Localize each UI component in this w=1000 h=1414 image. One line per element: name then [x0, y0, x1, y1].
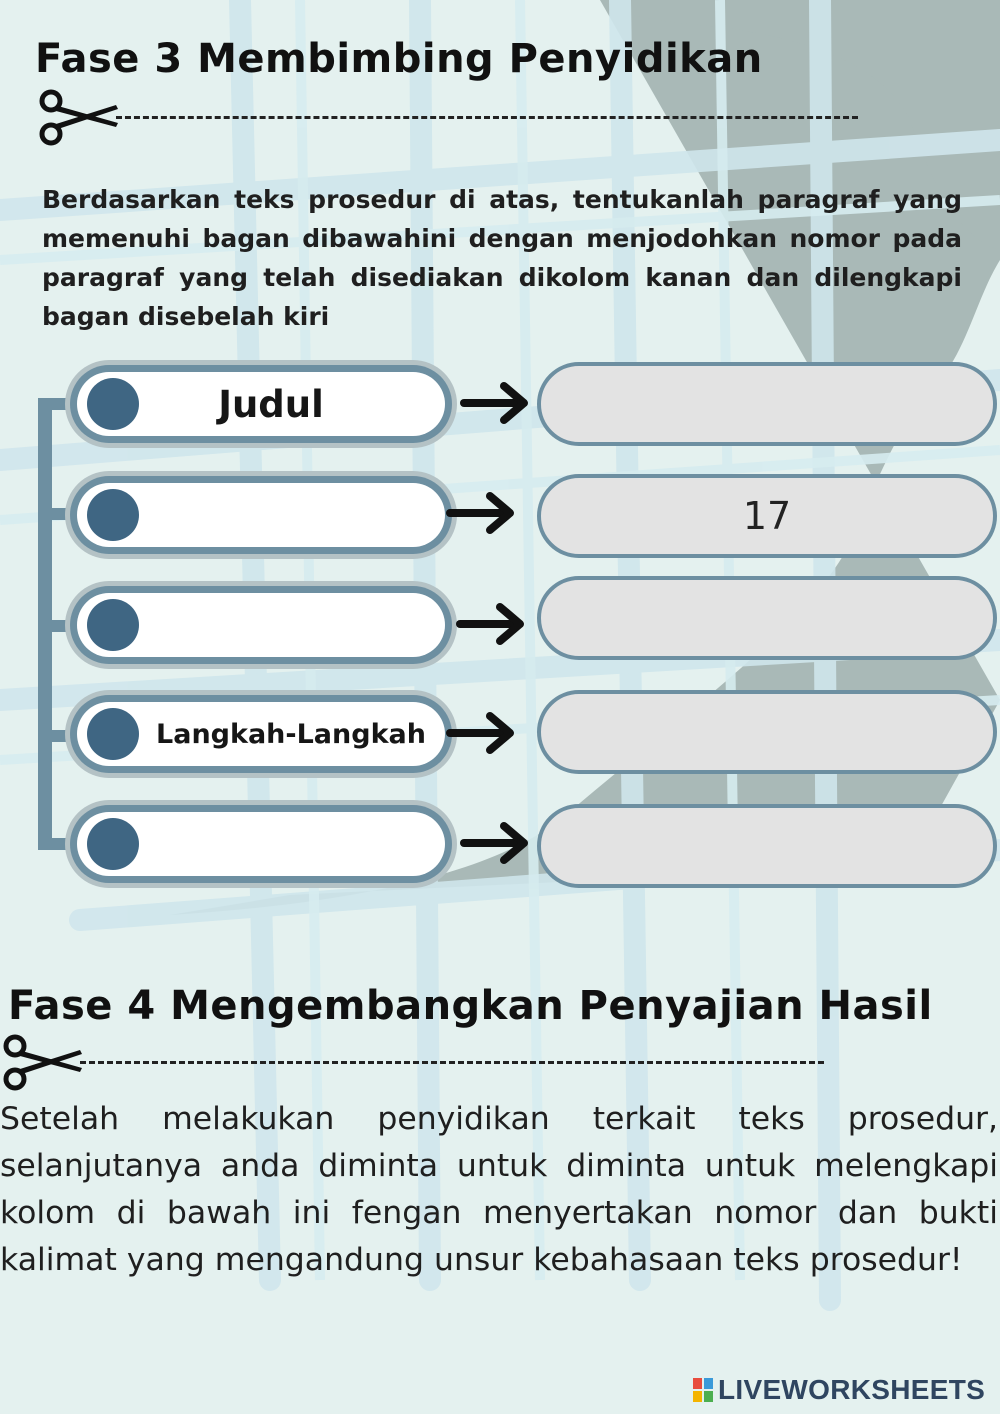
bullet-dot: [87, 489, 139, 541]
arrow-right-icon: [460, 380, 532, 426]
item-label: Judul: [218, 382, 324, 426]
scissors-icon: [38, 87, 118, 147]
bullet-dot: [87, 708, 139, 760]
fase3-instruction: Berdasarkan teks prosedur di atas, tentukanlah paragraf yang memenuhi bagan dibawahini dengan menjodohkan nomor pada paragraf yang telah disediakan dikolom kanan dan dilengkapi bagan disebelah kiri: [42, 185, 962, 331]
arrow-right-icon: [446, 490, 518, 536]
arrow-right-icon: [460, 820, 532, 866]
answer-box-3[interactable]: [537, 576, 997, 660]
answer-box-1[interactable]: [537, 362, 997, 446]
cut-line: [2, 1037, 824, 1087]
item-input[interactable]: [147, 593, 435, 657]
cut-line: [38, 92, 858, 142]
chart-item-5: [65, 800, 457, 888]
fase4-title: Fase 4 Mengembangkan Penyajian Hasil: [8, 983, 933, 1029]
chart-item-2: [65, 471, 457, 559]
chart-item-1: [65, 360, 457, 448]
arrow-right-icon: [456, 601, 528, 647]
fase3-title: Fase 3 Membimbing Penyidikan: [35, 36, 763, 82]
answer-box-2[interactable]: 17: [537, 474, 997, 558]
logo-text: LIVEWORKSHEETS: [718, 1374, 986, 1405]
answer-box-5[interactable]: [537, 804, 997, 888]
liveworksheets-logo-icon: [692, 1377, 714, 1403]
bullet-dot: [87, 599, 139, 651]
answer-box-4[interactable]: [537, 690, 997, 774]
chart-item-4: [65, 690, 457, 778]
scissors-icon: [2, 1032, 82, 1092]
chart-item-3: [65, 581, 457, 669]
item-label: Langkah-Langkah: [156, 718, 426, 750]
dashed-line: [80, 1061, 824, 1064]
arrow-right-icon: [446, 710, 518, 756]
item-input[interactable]: [147, 483, 435, 547]
item-input[interactable]: [147, 812, 435, 876]
bullet-dot: [87, 378, 139, 430]
fase4-instruction: Setelah melakukan penyidikan terkait teks prosedur, selanjutanya anda diminta untuk diminta untuk melengkapi kolom di bawah ini fengan menyertakan nomor dan bukti kalimat yang mengandung unsur kebahasaan teks prosedur!: [0, 1101, 998, 1278]
dashed-line: [116, 116, 858, 119]
liveworksheets-logo[interactable]: [692, 1374, 985, 1406]
bullet-dot: [87, 818, 139, 870]
